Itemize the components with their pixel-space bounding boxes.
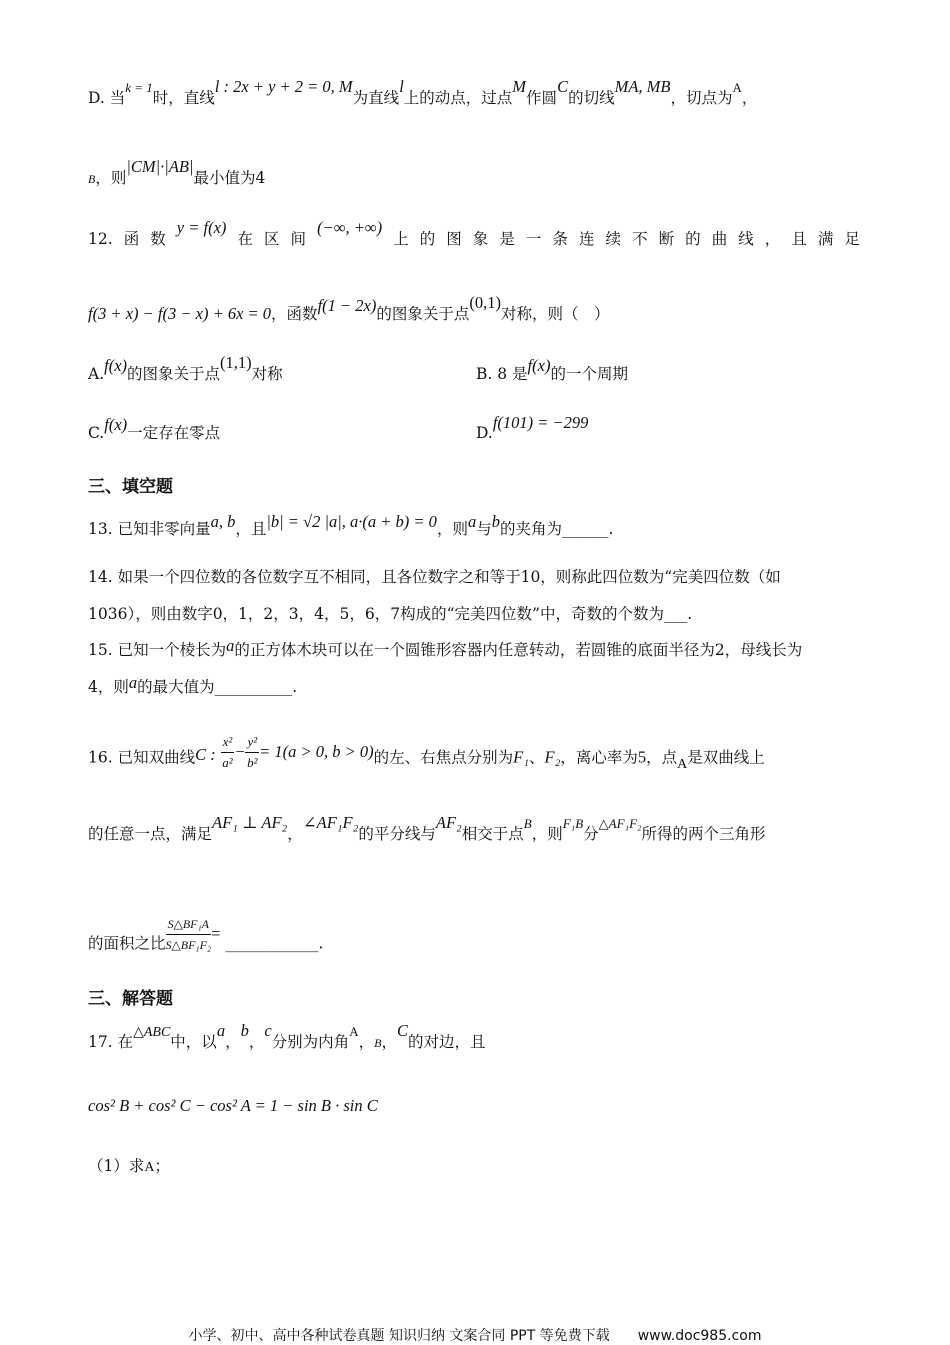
q11-option-d-line2: B，则|CM|·|AB|最小值为4 bbox=[88, 157, 266, 187]
q14-line2: 1036），则由数字0，1，2，3，4，5，6，7构成的“完美四位数”中，奇数的个数为___. bbox=[88, 605, 693, 623]
q16-line3: 的面积之比 $\frac{\text{S△BF₁A}}{\text{S△BF₁F₂}}$ = ____________. bbox=[88, 924, 323, 965]
q12-option-d: D.f(101) = −299 bbox=[476, 413, 589, 442]
q15-line1: 15. 已知一个棱长为a的正方体木块可以在一个圆锥形容器内任意转动，若圆锥的底面半径为2，母线长为 bbox=[88, 636, 803, 659]
math-line-l: l : 2x + y + 2 = 0, M bbox=[214, 77, 353, 96]
math-cm-ab: |CM|·|AB| bbox=[126, 157, 194, 176]
fraction-x2-a2: $\frac{\text{x²}}{\text{a²}}$ bbox=[222, 734, 233, 770]
q14-line1: 14. 如果一个四位数的各位数字互不相同，且各位数字之和等于10，则称此四位数为“完美四位数（如 bbox=[88, 568, 781, 586]
fraction-y2-b2: $\frac{\text{y²}}{\text{b²}}$ bbox=[247, 734, 258, 770]
q12-option-a: A.f(x)的图象关于点(1,1)对称 bbox=[88, 353, 283, 383]
q12-option-c: C.f(x)一定存在零点 bbox=[88, 415, 221, 442]
q12-stem-line1: 12. 函 数 y = f(x) 在 区 间 (−∞, +∞) 上 的 图 象 是 一 条 连 续 不 断 的 曲 线 ， 且 满 足 bbox=[88, 218, 860, 248]
q12-option-b: B. 8 是f(x)的一个周期 bbox=[476, 356, 628, 383]
q17-line1: 17. 在△ABC中，以a，b，c分别为内角$^A$，B，C的对边，且 bbox=[88, 1021, 486, 1051]
section-heading-answer: 三、解答题 bbox=[88, 989, 173, 1009]
page-footer: 小学、初中、高中各种试卷真题 知识归纳 文案合同 PPT 等免费下载 www.doc985.com bbox=[188, 1328, 762, 1344]
q11-option-d-line1: D. 当$^{k = 1}$时，直线l : 2x + y + 2 = 0, M为直线l上的动点，过点M作圆C的切线MA, MB，切点为$^A$， bbox=[88, 77, 758, 107]
q13: 13. 已知非零向量a, b，且|b| = √2 |a|, a·(a + b) = 0，则a与b的夹角为______. bbox=[88, 512, 614, 538]
q17-part1: （1）求A； bbox=[88, 1157, 171, 1175]
q16-line2: 的任意一点，满足AF₁ ⊥ AF₂，∠AF₁F₂的平分线与AF₂相交于点$^B$，则$^{F_1B}$分$^{\triangle AF_1F_2}$所得的两个三角形 bbox=[88, 813, 766, 843]
q16-line1: 16. 已知双曲线C : $\frac{\text{x²}}{\text{a²}}$ − $\frac{\text{y²}}{\text{b²}}$ = 1(a > 0, b > 0)的左、右焦点分别为F₁、F₂，离心率为5，点A是双曲线上 bbox=[88, 734, 765, 772]
q12-stem-line2: f(3 + x) − f(3 − x) + 6x = 0，函数f(1 − 2x)的图象关于点(0,1)对称，则（ ） bbox=[88, 293, 610, 323]
math-k-eq-1: k = 1 bbox=[125, 80, 153, 95]
section-heading-fill-in: 三、填空题 bbox=[88, 477, 173, 497]
fraction-area-ratio: $\frac{\text{S△BF₁A}}{\text{S△BF₁F₂}}$ bbox=[166, 914, 212, 955]
q17-equation: cos² B + cos² C − cos² A = 1 − sin B · sin C bbox=[88, 1096, 378, 1115]
q15-line2: 4，则a的最大值为__________. bbox=[88, 673, 298, 696]
